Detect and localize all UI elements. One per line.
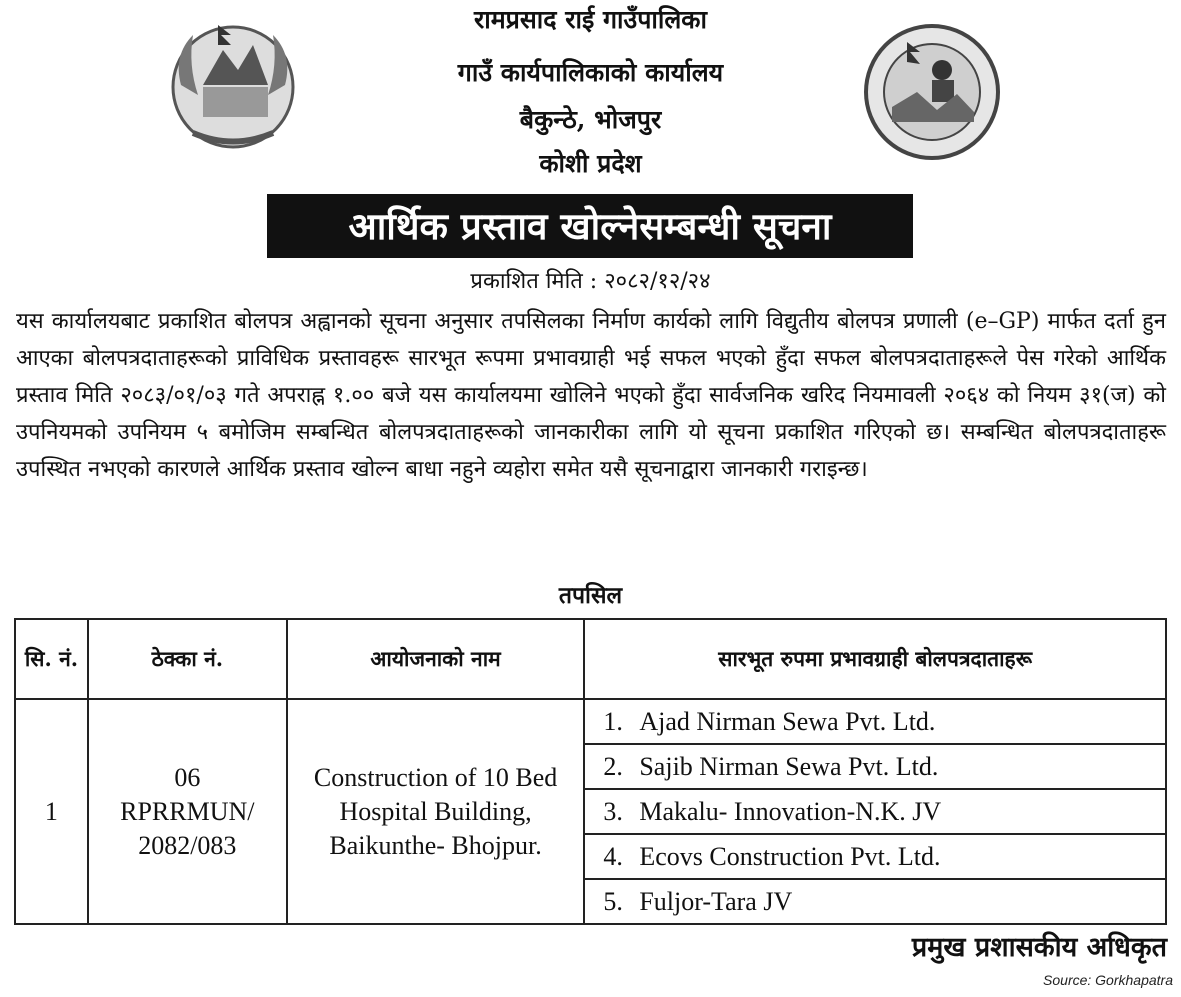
header-bidders: सारभूत रुपमा प्रभावग्राही बोलपत्रदाताहरू: [584, 619, 1166, 699]
municipality-seal-icon: [862, 22, 1002, 162]
municipality-name: रामप्रसाद राई गाउँपालिका: [474, 5, 707, 34]
bidder-name: Fuljor-Tara JV: [639, 887, 793, 916]
header-contract-no: ठेक्का नं.: [88, 619, 287, 699]
cell-project-name: Construction of 10 Bed Hospital Building, Baikunthe- Bhojpur.: [287, 699, 585, 924]
bidder-item: [585, 835, 1165, 880]
bidder-number: 5.: [603, 887, 623, 916]
cell-contract-no: 06 RPRRMUN/ 2082/083: [88, 699, 287, 924]
province-name: कोशी प्रदेश: [539, 149, 642, 178]
bidder-item: [585, 700, 1165, 745]
bidder-number: 2.: [603, 752, 623, 781]
bidder-item: [585, 790, 1165, 835]
bidder-name: Sajib Nirman Sewa Pvt. Ltd.: [639, 752, 939, 781]
cell-serial: 1: [15, 699, 88, 924]
header-serial: सि. नं.: [15, 619, 88, 699]
table-title: तपसिल: [558, 582, 623, 609]
bidder-name: Ecovs Construction Pvt. Ltd.: [639, 842, 941, 871]
bidder-name: Ajad Nirman Sewa Pvt. Ltd.: [639, 707, 936, 736]
published-date: प्रकाशित मिति : २०८२/१२/२४: [470, 269, 711, 294]
bidder-item: [585, 880, 1165, 923]
notice-body: यस कार्यालयबाट प्रकाशित बोलपत्र अह्वानको सूचना अनुसार तपसिलका निर्माण कार्यको लागि विद्युतीय बोलपत्र प्रणाली (e–GP) मार्फत दर्ता हुन आएका बोलपत्रदाताहरूको प्राविधिक प्रस्तावहरू सारभूत रूपमा प्रभावग्राही भई सफल भएको हुँदा सफल बोलपत्रदाताहरूले पेस गरेको आर्थिक प्रस्ताव मिति २०८३/०१/०३ गते अपराह्न १.०० बजे यस कार्यालयमा खोलिने भएको हुँदा सार्वजनिक खरिद नियमावली २०६४ को नियम ३१(ज) को उपनियमको उपनियम ५ बमोजिम सम्बन्धित बोलपत्रदाताहरूको जानकारीका लागि यो सूचना प्रकाशित गरिएको छ। सम्बन्धित बोलपत्रदाताहरू उपस्थित नभएको कारणले आर्थिक प्रस्ताव खोल्न बाधा नहुने व्यहोरा समेत यसै सूचनाद्वारा जानकारी गराइन्छ।: [16, 309, 1166, 482]
table-header-row: [15, 619, 1166, 699]
bidder-number: 3.: [603, 797, 623, 826]
source-credit: Source: Gorkhapatra: [1043, 972, 1173, 988]
bidder-number: 4.: [603, 842, 623, 871]
bidder-number: 1.: [603, 707, 623, 736]
notice-title: आर्थिक प्रस्ताव खोल्नेसम्बन्धी सूचना: [267, 194, 913, 258]
bidder-name: Makalu- Innovation-N.K. JV: [639, 797, 942, 826]
office-name: गाउँ कार्यपालिकाको कार्यालय: [457, 58, 724, 87]
office-location: बैकुन्ठे, भोजपुर: [519, 105, 662, 134]
table-row: [15, 699, 1166, 924]
details-table: [14, 618, 1167, 925]
cell-bidders: [584, 699, 1166, 924]
bidder-item: [585, 745, 1165, 790]
signatory-title: प्रमुख प्रशासकीय अधिकृत: [911, 932, 1167, 963]
header-project-name: आयोजनाको नाम: [287, 619, 585, 699]
